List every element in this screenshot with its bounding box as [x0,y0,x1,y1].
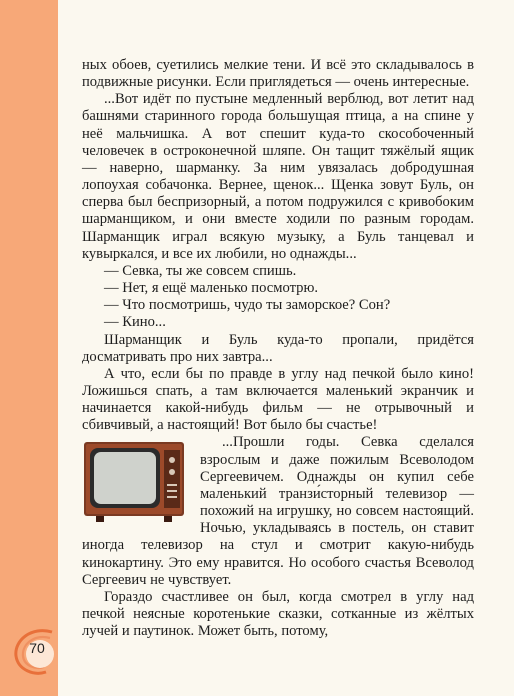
dialogue-line: — Нет, я ещё маленько посмотрю. [104,280,318,297]
dialogue-line: — Кино... [104,314,166,331]
retro-television-image [82,440,186,524]
story-text [82,57,474,640]
page-margin-strip [0,0,58,696]
paragraph: ных обоев, суетились мелкие тени. И всё это складывалось в подвижные рисунки. Если приглядеться — очень интересные. [82,57,474,91]
page-number: 70 [29,640,45,656]
paragraph-text: ...Прошли годы. Севка сделался взрослым и даже пожилым Всеволодом Сергеевичем. Однажды он купил себе маленький транзи́сторный телевизор — похожий на игрушку, но совсем настоящий. Ночью, укладываясь в постель, он ставит иногда телевизор на стул и смотрит какую-нибудь кинокартину. Это ему нравится. Но особого счастья Всеволод Сергеевич не чувствует. [82,434,474,588]
dialogue-line: — Севка, ты же совсем спишь. [104,262,297,279]
paragraph: Гораздо счастливее он был, когда смотрел в углу над печкой неясные коротенькие сказки, сотканные из жёлтых лучей и паутинок. Может быть, потому, [82,588,474,640]
paragraph: А что, если бы по правде в углу над печкой было кино! Ложишься спать, а там включается маленький экранчик и начинается какой-нибудь фильм — не отрывочный и сбивчивый, а настоящий! Вот было бы счастье! [82,365,474,434]
paragraph: Шарманщик и Буль куда-то пропали, придётся досматривать про них завтра... [82,331,474,365]
paragraph: ...Вот идёт по пустыне медленный верблюд, вот летит над башнями старинного города большущая птица, а на спине у неё мальчишка. А вот спешит куда-то скособоченный человечек в остроконечной шляпе. Он тащит тяжёлый ящик — наверно, шарманку. За ним увязалась добродушная лопоухая собачонка. Вернее, щенок... Щенка зовут Буль, он сперва был беспризорный, а потом подружился с кривобоким шарманщиком, и они вместе ходили по разным городам. Шарманщик играл всякую музыку, а Буль танцевал и кувыркался, и все их любили, но однажды... [82,91,474,262]
dialogue-line: — Что посмотришь, чудо ты заморское? Сон? [104,297,391,314]
paragraph-with-image [82,434,474,588]
